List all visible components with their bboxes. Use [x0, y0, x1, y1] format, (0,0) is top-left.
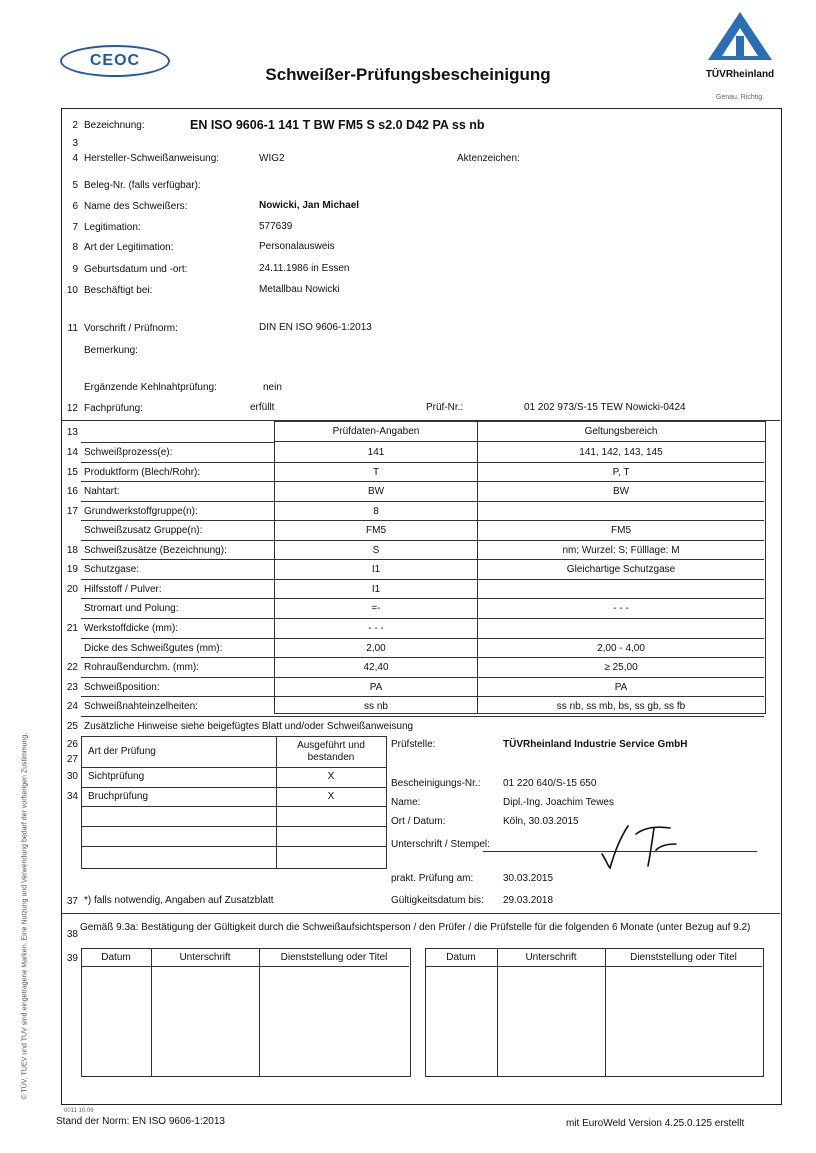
confirmation-column-header: Dienststellung oder Titel	[280, 952, 388, 963]
test-result-fracture: X	[327, 791, 335, 802]
table-row-test-value: =-	[371, 603, 381, 615]
line-number: 26	[66, 739, 78, 750]
line-number: 13	[66, 427, 78, 438]
place-date-value: Köln, 30.03.2015	[503, 816, 579, 827]
table-row-test-value: 141	[367, 447, 385, 458]
table-row-line	[81, 716, 764, 717]
welder-name-label: Name des Schweißers:	[84, 201, 188, 212]
standard-value: DIN EN ISO 9606-1:2013	[259, 322, 372, 333]
ceoc-logo-text: CEOC	[89, 52, 141, 69]
table-row-range-value: 141, 142, 143, 145	[579, 447, 663, 458]
table-row-line	[81, 540, 764, 541]
test-body-label: Prüfstelle:	[391, 739, 436, 750]
table-row-line	[81, 598, 764, 599]
table-row-range-value: - - -	[613, 603, 629, 615]
table-row-test-value: I1	[371, 564, 381, 576]
line-number: 20	[66, 583, 78, 595]
test-type-visual: Sichtprüfung	[88, 771, 145, 782]
table-row-test-value: - - -	[368, 622, 384, 634]
table-row-line	[81, 677, 764, 678]
table-row-range-value: ≥ 25,00	[604, 662, 638, 674]
tests-row-line	[81, 846, 386, 847]
confirmation-column-divider	[259, 948, 260, 1076]
remark-label: Bemerkung:	[84, 345, 138, 356]
table-row-label: Dicke des Schweißgutes (mm):	[84, 642, 223, 654]
table-row-range-value: Gleichartige Schutzgase	[566, 564, 676, 576]
table-header-test-data: Prüfdaten-Angaben	[332, 426, 420, 437]
line-number: 14	[66, 447, 78, 458]
confirmation-header-line	[425, 966, 762, 967]
line-number: 19	[66, 564, 78, 576]
table-row-label: Schweißnahteinzelheiten:	[84, 701, 198, 713]
tuv-triangle-icon	[700, 10, 780, 62]
tests-row-line	[81, 826, 386, 827]
confirmation-column-header: Unterschrift	[179, 952, 231, 963]
line-number: 7	[72, 222, 78, 233]
table-row-test-value: 2,00	[366, 642, 386, 654]
table-row-line	[81, 696, 764, 697]
line-number: 6	[72, 201, 78, 212]
employer-value: Metallbau Nowicki	[259, 284, 340, 295]
tests-header-passed: Ausgeführt und bestanden	[297, 740, 365, 763]
form-code: 0011 10.06	[64, 1108, 94, 1114]
file-ref-label: Aktenzeichen:	[457, 153, 520, 164]
table-row-range-value: P, T	[612, 466, 630, 478]
table-row-line	[81, 559, 764, 560]
line-number: 25	[66, 721, 78, 732]
examiner-name-value: Dipl.-Ing. Joachim Tewes	[503, 797, 614, 808]
certificate-no-value: 01 220 640/S-15 650	[503, 778, 597, 789]
table-row-range-value: nm; Wurzel: S; Fülllage: M	[562, 544, 680, 556]
table-row-test-value: I1	[371, 583, 381, 595]
examiner-signature	[596, 820, 686, 872]
table-row-line	[81, 579, 764, 580]
table-row-label: Produktform (Blech/Rohr):	[84, 466, 201, 478]
id-type-label: Art der Legitimation:	[84, 242, 174, 253]
table-row-label: Hilfsstoff / Pulver:	[84, 583, 162, 595]
id-type-value: Personalausweis	[259, 241, 335, 252]
line-number: 38	[66, 929, 78, 940]
table-row-label: Schweißprozess(e):	[84, 447, 173, 458]
table-row-line	[81, 657, 764, 658]
tests-row-line	[81, 806, 386, 807]
birth-value: 24.11.1986 in Essen	[259, 263, 350, 274]
table-row-test-value: T	[372, 466, 380, 478]
table-row-test-value: FM5	[366, 525, 386, 537]
table-row-label: Schweißposition:	[84, 681, 160, 693]
confirmation-column-header: Datum	[101, 952, 131, 963]
table-row-label: Stromart und Polung:	[84, 603, 179, 615]
test-result-visual: X	[327, 771, 335, 782]
table-row-line	[81, 462, 764, 463]
line-number: 37	[66, 896, 78, 907]
line-number: 23	[66, 681, 78, 693]
test-type-fracture: Bruchprüfung	[88, 791, 149, 802]
table-row-test-value: 42,40	[363, 662, 389, 674]
line-number: 27	[66, 754, 78, 765]
tuv-logo-text: TÜVRheinland	[705, 69, 775, 80]
test-no-label: Prüf-Nr.:	[426, 402, 464, 413]
side-note: © TÜV, TUEV und TUV sind eingetragene Marken. Eine Nutzung und Verwendung bedarf der vorherigen Zustimmung.	[21, 732, 29, 1100]
line-number: 21	[66, 622, 78, 634]
knowledge-test-value: erfüllt	[250, 402, 275, 413]
table-row-test-value: S	[372, 544, 380, 556]
tuv-tagline: Genau. Richtig.	[715, 94, 765, 101]
table-row-range-value: 2,00 - 4,00	[597, 642, 645, 654]
table-row-line	[81, 520, 764, 521]
fillet-test-label: Ergänzende Kehlnahtprüfung:	[84, 382, 217, 393]
welder-name-value: Nowicki, Jan Michael	[259, 200, 360, 211]
birth-label: Geburtsdatum und -ort:	[84, 264, 188, 275]
ceoc-logo	[60, 45, 170, 77]
signature-label: Unterschrift / Stempel:	[391, 839, 490, 850]
confirmation-column-divider	[151, 948, 152, 1076]
knowledge-test-label: Fachprüfung:	[84, 403, 143, 414]
table-row-range-value: FM5	[611, 525, 631, 537]
table-row-label: Werkstoffdicke (mm):	[84, 622, 179, 634]
valid-until-value: 29.03.2018	[503, 895, 554, 906]
designation-label: Bezeichnung:	[84, 120, 145, 131]
table-row-label: Grundwerkstoffgruppe(n):	[84, 505, 198, 517]
table-row-test-value: PA	[369, 681, 383, 693]
line-number: 34	[66, 791, 78, 802]
page-title: Schweißer-Prüfungsbescheinigung	[265, 65, 551, 84]
line-number: 8	[72, 242, 78, 253]
table-row-label: Schweißzusätze (Bezeichnung):	[84, 544, 227, 556]
validity-confirmation-text: Gemäß 9.3a: Bestätigung der Gültigkeit durch die Schweißaufsichtsperson / den Prüfer / die Prüfstelle für die folgenden 6 Monate (unter Bezug auf 9.2)	[80, 922, 751, 933]
confirmation-table	[81, 948, 411, 1077]
legitimation-label: Legitimation:	[84, 222, 141, 233]
table-row-line	[81, 501, 764, 502]
table-row-test-value: 8	[373, 505, 379, 517]
line-number: 9	[72, 264, 78, 275]
table-header-range: Geltungsbereich	[584, 426, 658, 437]
table-row-line	[81, 638, 764, 639]
employer-label: Beschäftigt bei:	[84, 285, 153, 296]
row-line	[81, 442, 275, 443]
confirmation-column-header: Unterschrift	[525, 952, 577, 963]
table-row-line	[81, 481, 764, 482]
standard-label: Vorschrift / Prüfnorm:	[84, 323, 178, 334]
confirmation-column-divider	[497, 948, 498, 1076]
practical-test-value: 30.03.2015	[503, 873, 554, 884]
wps-value: WIG2	[259, 153, 285, 164]
table-row-test-value: ss nb	[364, 701, 388, 713]
doc-no-label: Beleg-Nr. (falls verfügbar):	[84, 180, 201, 191]
valid-until-label: Gültigkeitsdatum bis:	[391, 895, 484, 906]
table-row-line	[81, 618, 764, 619]
place-date-label: Ort / Datum:	[391, 816, 446, 827]
table-row-range-value: BW	[612, 486, 630, 498]
confirmation-table	[425, 948, 764, 1077]
tests-header-type: Art der Prüfung	[88, 746, 156, 757]
certificate-no-label: Bescheinigungs-Nr.:	[391, 778, 481, 789]
test-body-value: TÜVRheinland Industrie Service GmbH	[503, 739, 688, 750]
confirmation-column-header: Datum	[446, 952, 476, 963]
table-row-label: Schweißzusatz Gruppe(n):	[84, 525, 203, 537]
footer-standard: Stand der Norm: EN ISO 9606-1:2013	[56, 1116, 225, 1127]
practical-test-label: prakt. Prüfung am:	[391, 873, 474, 884]
line-number: 4	[72, 153, 78, 164]
confirmation-column-divider	[605, 948, 606, 1076]
table-header-line	[274, 441, 765, 442]
fillet-test-value: nein	[263, 382, 282, 393]
line-number: 30	[66, 771, 78, 782]
line-number: 3	[72, 138, 78, 149]
line-number: 12	[66, 403, 78, 414]
legitimation-value: 577639	[259, 221, 293, 232]
tests-row-line	[81, 787, 386, 788]
test-no-value: 01 202 973/S-15 TEW Nowicki-0424	[524, 402, 686, 413]
tests-header-line	[81, 767, 386, 768]
line-number: 5	[72, 180, 78, 191]
line-number: 22	[66, 662, 78, 674]
examiner-name-label: Name:	[391, 797, 421, 808]
wps-label: Hersteller-Schweißanweisung:	[84, 153, 220, 164]
table-row-label: Rohraußendurchm. (mm):	[84, 662, 200, 674]
footer-software: mit EuroWeld Version 4.25.0.125 erstellt	[566, 1118, 745, 1129]
tuv-logo	[700, 10, 780, 100]
line-number: 17	[66, 505, 78, 517]
supplement-note: *) falls notwendig, Angaben auf Zusatzblatt	[84, 895, 274, 906]
line-number: 39	[66, 953, 78, 964]
line-number: 10	[66, 285, 78, 296]
table-row-test-value: BW	[367, 486, 385, 498]
table-row-label: Schutzgase:	[84, 564, 140, 576]
separator	[62, 913, 780, 914]
line-number: 2	[72, 120, 78, 131]
table-row-range-value: PA	[614, 681, 628, 693]
line-number: 24	[66, 701, 78, 713]
table-row-range-value: ss nb, ss mb, bs, ss gb, ss fb	[556, 701, 686, 713]
line-number: 11	[67, 323, 78, 334]
table-row-label: Nahtart:	[84, 486, 120, 498]
line-number: 15	[66, 466, 78, 478]
designation-value: EN ISO 9606-1 141 T BW FM5 S s2.0 D42 PA ss nb	[190, 118, 485, 132]
confirmation-header-line	[81, 966, 409, 967]
confirmation-column-header: Dienststellung oder Titel	[630, 952, 737, 963]
additional-notes: Zusätzliche Hinweise siehe beigefügtes Blatt und/oder Schweißanweisung	[84, 721, 414, 732]
line-number: 16	[66, 486, 78, 498]
line-number: 18	[66, 544, 78, 556]
